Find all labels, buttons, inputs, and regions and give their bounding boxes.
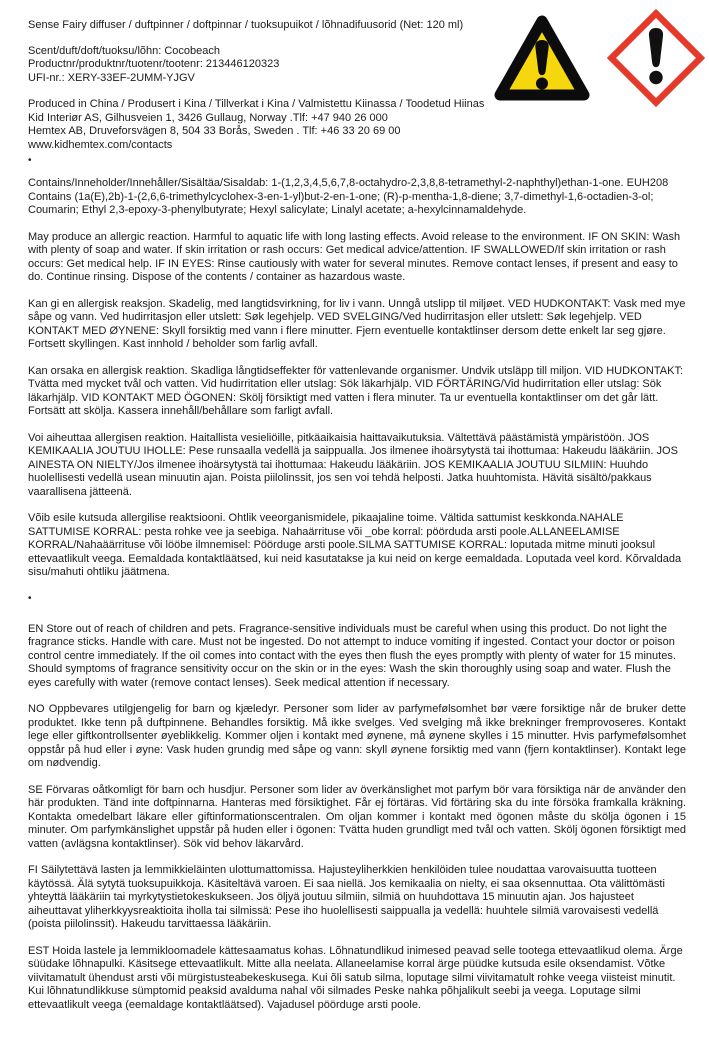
usage-instructions-est: EST Hoida lastele ja lemmikloomadele kättesaamatus kohas. Lõhnatundlikud inimesed peavad selle tootega ettevaatlikud olema. Ärge süüdake lõhnapulki. Käsitsege ettevaatlikult. Mitte alla neelata. Allaneelamise korral ärge püüdke kutsuda esile oksendamist. Võtke viivitamatult ühendust arsti või mürgistusteabekeskusega. Kui õli satub silma, loputage silmi viivitamatult rohke veega viisteist minutit. Kui lõhnatundlikkuse sümptomid peaksid avalduma nahal või silmades Peske nahka põhjalikult seebi ja veega. Loputage silmi ettevaatlikult veega (eemaldage kontaktläätsed). Vajadusel pöörduge arsti poole.	[28, 944, 683, 1011]
hemtex-contact-line: Hemtex AB, Druveforsvägen 8, 504 33 Borås, Sweden . Tlf: +46 33 20 69 00	[28, 125, 401, 137]
usage-instructions-se: SE Förvaras oåtkomligt för barn och husdjur. Personer som lider av överkänslighet mot parfym bör vara försiktiga när de använder den här produkten. Tänd inte doftpinnarna. Hanteras med försiktighet. Får ej förtäras. Vid förtäring ska du inte försöka framkalla kräkning. Kontakta omedelbart läkare eller giftinformationscentralen. Om oljan kommer i kontakt med ögonen måste du skölja ögonen i 15 minuter. Om parfymkänslighet uppstår på huden eller i ögonen: Tvätta huden grundligt med tvål och vatten. Skölj ögonen försiktigt med vatten (avlägsna kontaktlinser). Sök vid behov läkarvård.	[28, 783, 686, 850]
usage-instructions-en: EN Store out of reach of children and pets. Fragrance-sensitive individuals must be careful when using this product. Do not light the fragrance sticks. Handle with care. Must not be ingested. Do not attempt to induce vomiting if ingested. Contact your doctor or poison control centre immediately. If the oil comes into contact with the eyes then flush the eyes promptly with plenty of water for 15 minutes. Should symptoms of fragrance sensitivity occur on the skin or in the eyes: Wash the skin thoroughly using soap and water. Flush the eyes carefully with water (remove contact lenses). Seek medical attention if necessary.	[28, 622, 676, 689]
label-text-column	[28, 19, 686, 1025]
website-line: www.kidhemtex.com/contacts	[28, 138, 173, 151]
hazard-statement-est: Võib esile kutsuda allergilise reaktsiooni. Ohtlik veeorganismidele, pikaajaline toime. Vältida sattumist keskkonda.NAHALE SATTUMISE KORRAL: pesta rohke vee ja seebiga. Nahaärrituse või _obe korral: pöörduda arsti poole.ALLANEELAMISE KORRAL/Nahaäärrituse või lööbe ilmnemisel: Pöörduge arsti poole.SILMA SATTUMISE KORRAL: loputada mitme minuti jooksul ettevaatlikult veega. Eemaldada kontaktläätsed, kui neid kasutatakse ja kui neid on kerge eemaldada. Loputada veel kord. Kõrvaldada sisu/mahuti ohtliku jäätmena.	[28, 512, 682, 578]
contains-statement: Contains/Inneholder/Innehåller/Sisältäa/Sisaldab: 1-(1,2,3,4,5,6,7,8-octahydro-2,3,8,8-tetramethyl-2-naphthyl)ethan-1-one. EUH208 Contains (1a(E),2b)-1-(2,6,6-trimethylcyclohex-3-en-1-yl)but-2-en-1-one; (R)-p-mentha-1,8-diene; 3,7-dimethyl-1,6-octadien-3-ol; Coumarin; Ethyl 2,3-epoxy-3-phenylbutyrate; Hexyl salicylate; Linalyl acetate; a-hexylcinnamaldehyde.	[28, 177, 669, 216]
product-title: Sense Fairy diffuser / duftpinner / doftpinnar / tuoksupuikot / lõhnadifuusorid (Net: 120 ml)	[28, 19, 464, 31]
usage-instructions-fi: FI Säilytettävä lasten ja lemmikkieläinten ulottumattomissa. Hajusteyliherkkien henkilöiden tulee noudattaa varovaisuutta tuotteen käytössä. Älä sytytä tuoksupuikkoja. Käsiteltävä varoen. Ei saa niellä. Jos kemikaalia on nielty, ei saa oksennuttaa. Ota välittömästi yhteyttä lääkäriin tai myrkytystietokeskukseen. Jos öljyä joutuu silmiin, silmiä on huuhdottava 15 minuutin ajan. Jos hajusteet aiheuttavat yliherkkyysreaktioita iholla tai silmissä: Pese iho huolellisesti saippualla ja vedellä: huuhtele silmiä varovaisesti vedellä (poista piilolinssit). Hakeudu tarvittaessa lääkäriin.	[28, 864, 665, 930]
hazard-statement-se: Kan orsaka en allergisk reaktion. Skadliga långtidseffekter för vattenlevande organismer. Undvik utsläpp till miljon. VID HUDKONTAKT: Tvätta med mycket tvål och vatten. Vid hudirritation eller utslag: Sök läkarhjälp. VID FÖRTÄRING/Vid hudirritation eller utslag: Sök läkarhjälp. VID KONTAKT MED ÖGONEN: Skölj försiktigt med vatten i flera minuter. Ta ur eventuella kontaktlinser om det går lätt. Fortsätt att skölja. Kassera innehåll/behållare som farligt avfall.	[28, 364, 684, 417]
hazard-statement-en: May produce an allergic reaction. Harmful to aquatic life with long lasting effects. Avoid release to the environment. IF ON SKIN: Wash with plenty of soap and water. If skin irritation or rash occurs: Get medical advice/attention. IF SWALLOWED/If skin irritation or rash occurs: Get medical help. IF IN EYES: Rinse cautiously with water for several minutes. Remove contact lenses, if present and easy to do. Continue rinsing. Dispose of the contents / container as hazardous waste.	[28, 230, 681, 283]
hazard-statement-fi: Voi aiheuttaa allergisen reaktion. Haitallista vesieliöille, pitkäaikaisia haittavaikutuksia. Vältettävä päästämistä ympäristöön. JOS KEMIKAALIA JOUTUU IHOLLE: Pese runsaalla vedellä ja saippualla. Jos ilmenee ihoärsytystä tai ihottumaa: Hakeudu lääkäriin. JOS AINESTA ON NIELTY/Jos ilmenee ihoärsytystä tai ihottumaa: Hakeudu lääkäriin. JOS KEMIKAALIA JOUTUU SILMIIN: Huuhdo huolellisesti vedellä usean minuutin ajan. Poista piilolinssit, jos sen voi tehdä helposti. Jatka huuhtomista. Hävitä sisältö/pakkaus vaarallisena jätteenä.	[28, 431, 678, 498]
section-separator-bullet: •	[28, 155, 32, 166]
kid-contact-line: Kid Interiør AS, Gilhusveien 1, 3426 Gullaug, Norway .Tlf: +47 940 26 000	[28, 111, 388, 124]
hazard-pictograms	[488, 8, 709, 112]
product-number-line: Productnr/produktnr/tuotenr/tootenr: 213446120323	[28, 58, 280, 70]
scent-line: Scent/duft/doft/tuoksu/lõhn: Cocobeach	[28, 44, 221, 57]
ghs07-exclamation-icon	[606, 8, 706, 108]
ufi-line: UFI-nr.: XERY-33EF-2UMM-YJGV	[28, 71, 195, 84]
hazard-statement-no: Kan gi en allergisk reaksjon. Skadelig, med langtidsvirkning, for liv i vann. Unngå utslipp til miljøet. VED HUDKONTAKT: Vask med mye såpe og vann. Ved hudirritasjon eller utslett: Søk legehjelp. VED SVELGING/Ved hudirritasjon eller utslett: Søk legehjelp. VED KONTAKT MED ØYNENE: Skyll forsiktig med vann i flere minutter. Fjern eventuelle kontaktlinser dersom dette enkelt lar seg gjøre. Fortsett skyllingen. Kast innhold / beholder som farlig avfall.	[28, 297, 686, 350]
usage-instructions-no: NO Oppbevares utilgjengelig for barn og kjæledyr. Personer som lider av parfymefølsomhet bør være forsiktige når de bruker dette produktet. Ikke tenn på duftpinnene. Behandles forsiktig. Må ikke svelges. Ved svelging må ikke brekninger fremprovoseres. Kontakt lege eller giftkontrollsenter øyeblikkelig. Kommer oljen i kontakt med øynene, må øynene skylles i 15 minutter. Hvis parfymefølsomhet oppstår på hud eller i øyne: Vask huden grundig med såpe og vann: skyll øynene forsiktig med vann (fjern kontaktlinser). Kontakt lege om nødvendig.	[28, 703, 686, 769]
warning-triangle-icon	[492, 12, 592, 104]
section-separator-bullet: •	[28, 592, 32, 604]
produced-in-line: Produced in China / Produsert i Kina / Tillverkat i Kina / Valmistettu Kiinassa / Toodetud Hiinas	[28, 98, 485, 110]
